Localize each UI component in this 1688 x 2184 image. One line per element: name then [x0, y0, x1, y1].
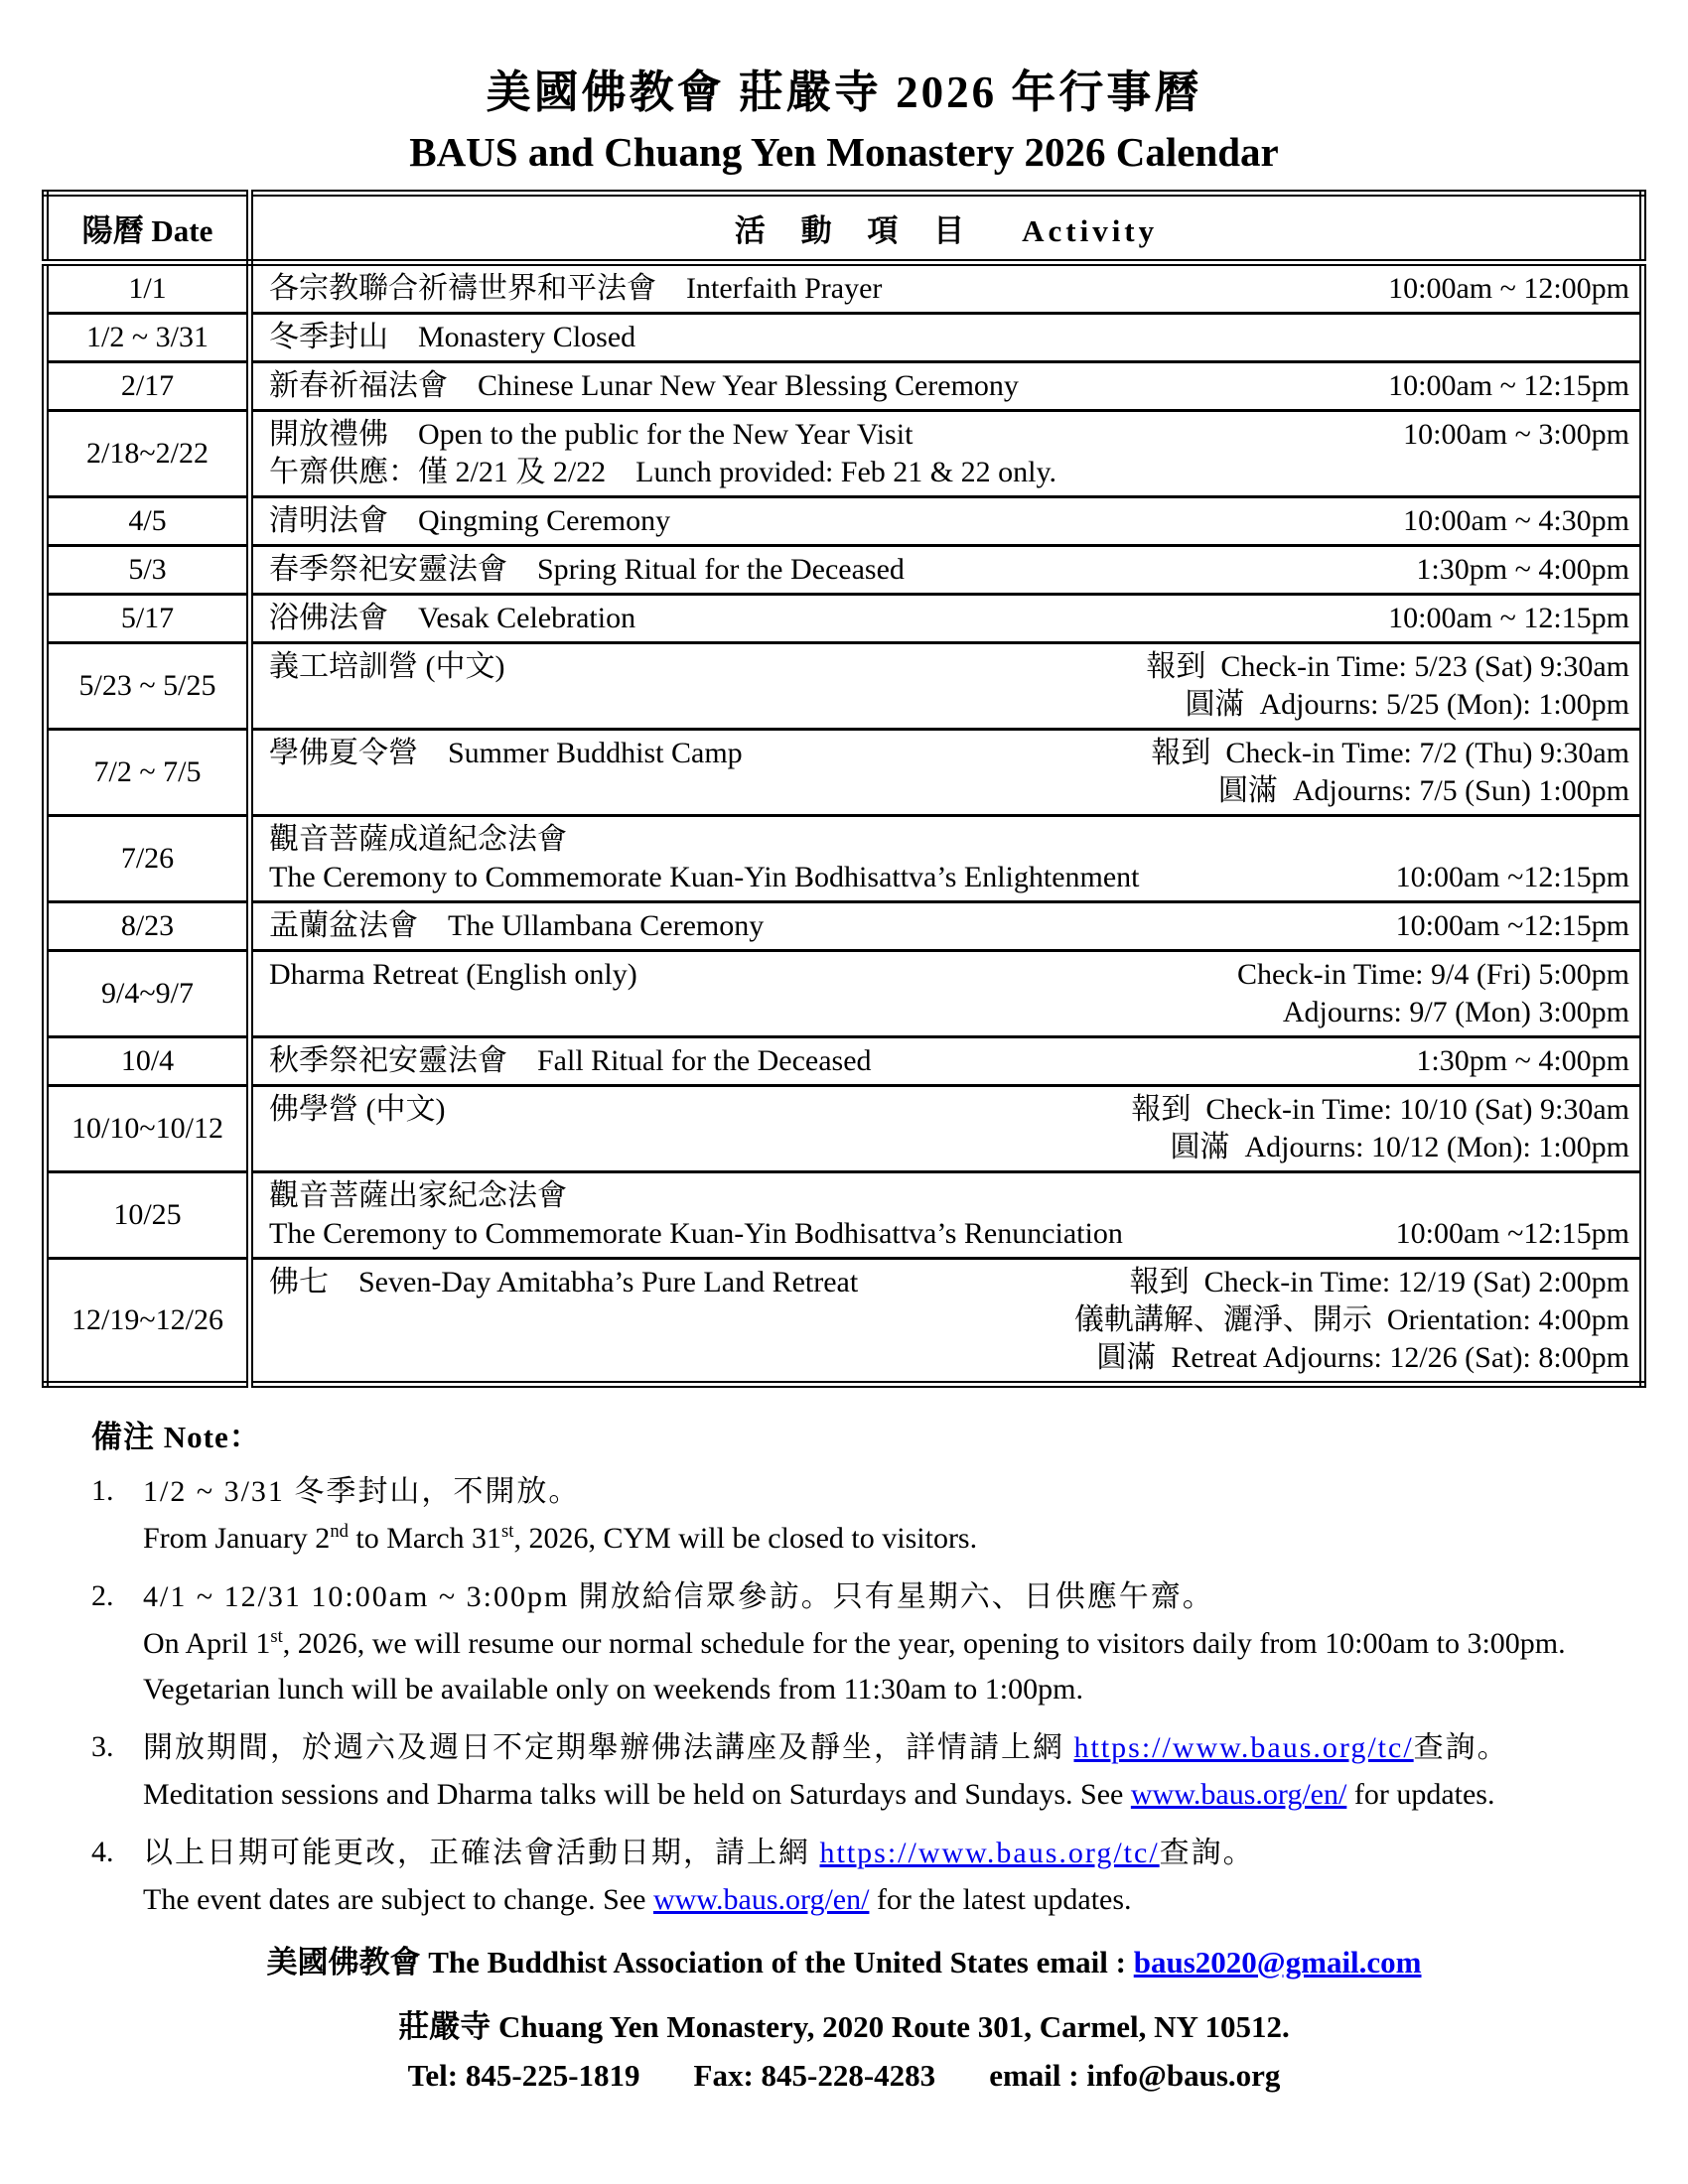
- note-line: [143, 1468, 1618, 1516]
- activity-text: 觀音菩薩成道紀念法會: [269, 823, 567, 856]
- note-text: 開放期間，於週六及週日不定期舉辦佛法講座及靜坐，詳情請上網: [143, 1731, 1074, 1764]
- activity-time: 1:30pm ~ 4:00pm: [1416, 1044, 1629, 1077]
- activity-time: 10:00am ~ 4:30pm: [1403, 504, 1629, 537]
- date-cell: 12/19~12/26: [46, 1259, 250, 1385]
- activity-text: 佛學營 (中文): [269, 1093, 446, 1126]
- footer-contact-line: [0, 2058, 1688, 2094]
- table-row: [46, 1259, 1643, 1385]
- activity-time: 儀軌講解、灑淨、開示 Orientation: 4:00pm: [1073, 1303, 1629, 1336]
- date-cell: 5/23 ~ 5/25: [46, 643, 250, 730]
- activity-cell: [250, 263, 1643, 314]
- date-cell: 10/25: [46, 1172, 250, 1259]
- calendar-table-body: [46, 263, 1643, 1385]
- activity-text: 清明法會 Qingming Ceremony: [269, 504, 671, 537]
- hyperlink[interactable]: www.baus.org/en/: [1130, 1778, 1347, 1811]
- note-text: The event dates are subject to change. See: [143, 1883, 653, 1916]
- notes-list: [91, 1468, 1618, 1923]
- activity-time: 10:00am ~12:15pm: [1395, 1217, 1629, 1250]
- table-row: [46, 1172, 1643, 1259]
- note-text: On April 1: [143, 1627, 271, 1660]
- date-cell: 9/4~9/7: [46, 951, 250, 1037]
- activity-text: 秋季祭祀安靈法會 Fall Ritual for the Deceased: [269, 1044, 872, 1077]
- table-row: [46, 1086, 1643, 1172]
- activity-cell: [250, 411, 1643, 497]
- note-body: [143, 1468, 1618, 1562]
- activity-text: 冬季封山 Monastery Closed: [269, 321, 636, 353]
- activity-line: [269, 502, 1629, 540]
- footer: [0, 1937, 1688, 2094]
- footer-tel: Tel: 845-225-1819: [407, 2058, 640, 2093]
- note-text: 4/1 ~ 12/31 10:00am ~ 3:00pm 開放給信眾參訪。只有星期六、日供應午齋。: [143, 1580, 1214, 1613]
- superscript: st: [501, 1521, 514, 1542]
- activity-text: 午齋供應：僅 2/21 及 2/22 Lunch provided: Feb 21 & 22 only.: [269, 456, 1057, 488]
- date-cell: 5/17: [46, 595, 250, 643]
- note-text: for updates.: [1346, 1778, 1495, 1811]
- activity-cell: [250, 902, 1643, 951]
- activity-time: 報到 Check-in Time: 10/10 (Sat) 9:30am: [1131, 1093, 1629, 1126]
- footer-address-line: 莊嚴寺 Chuang Yen Monastery, 2020 Route 301, Carmel, NY 10512.: [398, 2009, 1290, 2044]
- note-number: 1.: [91, 1474, 114, 1507]
- activity-cell: [250, 816, 1643, 902]
- activity-line: [269, 956, 1629, 994]
- activity-line: [269, 1042, 1629, 1080]
- note-item: [91, 1830, 1618, 1923]
- table-row: [46, 411, 1643, 497]
- date-cell: 10/4: [46, 1037, 250, 1086]
- date-cell: 4/5: [46, 497, 250, 546]
- activity-time: 圓滿 Retreat Adjourns: 12/26 (Sat): 8:00pm: [1096, 1341, 1629, 1374]
- note-body: [143, 1830, 1618, 1923]
- activity-line: [269, 994, 1629, 1031]
- table-row: [46, 497, 1643, 546]
- page-title-chinese: 美國佛教會 莊嚴寺 2026 年行事曆: [486, 68, 1202, 117]
- activity-line: [269, 648, 1629, 686]
- footer-association-text: 美國佛教會 The Buddhist Association of the United States email :: [266, 1945, 1126, 1979]
- table-row: [46, 595, 1643, 643]
- activity-line: [269, 1177, 1629, 1215]
- hyperlink[interactable]: https://www.baus.org/tc/: [819, 1837, 1160, 1869]
- note-line: [143, 1772, 1618, 1818]
- note-text: 查詢。: [1413, 1731, 1509, 1764]
- activity-cell: [250, 1037, 1643, 1086]
- table-row: [46, 263, 1643, 314]
- date-cell: 7/2 ~ 7/5: [46, 730, 250, 816]
- activity-time: 報到 Check-in Time: 12/19 (Sat) 2:00pm: [1129, 1266, 1629, 1298]
- activity-line: [269, 454, 1629, 491]
- note-body: [143, 1724, 1618, 1818]
- activity-text: 新春祈福法會 Chinese Lunar New Year Blessing Ceremony: [269, 369, 1019, 402]
- superscript: st: [270, 1626, 283, 1647]
- activity-text: 盂蘭盆法會 The Ullambana Ceremony: [269, 909, 765, 942]
- footer-contact-email: email : info@baus.org: [989, 2058, 1281, 2093]
- activity-time: 報到 Check-in Time: 5/23 (Sat) 9:30am: [1146, 650, 1629, 683]
- activity-time: 10:00am ~ 12:15pm: [1388, 369, 1629, 402]
- hyperlink[interactable]: https://www.baus.org/tc/: [1073, 1731, 1414, 1764]
- activity-line: [269, 319, 1629, 356]
- note-line: [143, 1573, 1618, 1621]
- note-line: [143, 1830, 1618, 1877]
- notes-section: [91, 1412, 1618, 1923]
- activity-line: [269, 1215, 1629, 1253]
- note-item: [91, 1468, 1618, 1562]
- activity-time: 圓滿 Adjourns: 10/12 (Mon): 1:00pm: [1170, 1131, 1629, 1163]
- note-text: 1/2 ~ 3/31 冬季封山，不開放。: [143, 1475, 581, 1508]
- activity-text: 學佛夏令營 Summer Buddhist Camp: [269, 737, 743, 769]
- activity-time: 圓滿 Adjourns: 7/5 (Sun) 1:00pm: [1217, 774, 1629, 807]
- activity-text: Dharma Retreat (English only): [269, 958, 637, 991]
- activity-time: 報到 Check-in Time: 7/2 (Thu) 9:30am: [1151, 737, 1629, 769]
- activity-time: 10:00am ~ 3:00pm: [1403, 418, 1629, 451]
- activity-line: [269, 735, 1629, 772]
- note-line: [143, 1621, 1618, 1667]
- date-cell: 2/17: [46, 362, 250, 411]
- activity-line: [269, 821, 1629, 859]
- table-row: [46, 902, 1643, 951]
- activity-line: [269, 1339, 1629, 1377]
- activity-text: The Ceremony to Commemorate Kuan-Yin Bodhisattva’s Enlightenment: [269, 861, 1140, 893]
- activity-time: 10:00am ~12:15pm: [1395, 861, 1629, 893]
- note-number: 4.: [91, 1836, 114, 1868]
- activity-line: [269, 1129, 1629, 1166]
- activity-time: 1:30pm ~ 4:00pm: [1416, 553, 1629, 586]
- table-row: [46, 546, 1643, 595]
- activity-line: [269, 600, 1629, 637]
- activity-cell: [250, 497, 1643, 546]
- activity-cell: [250, 314, 1643, 362]
- notes-heading: 備注 Note：: [91, 1420, 261, 1454]
- activity-line: [269, 859, 1629, 896]
- activity-line: [269, 1301, 1629, 1339]
- footer-association-line: [0, 1937, 1688, 1981]
- note-number: 2.: [91, 1579, 114, 1612]
- activity-time: Adjourns: 9/7 (Mon) 3:00pm: [1282, 996, 1629, 1028]
- activity-text: 開放禮佛 Open to the public for the New Year Visit: [269, 418, 914, 451]
- activity-cell: [250, 951, 1643, 1037]
- note-text: 查詢。: [1159, 1837, 1255, 1869]
- note-text: , 2026, we will resume our normal schedule for the year, opening to visitors daily from 10:00am to 3:00pm.: [282, 1627, 1566, 1660]
- activity-text: 義工培訓營 (中文): [269, 650, 505, 683]
- note-text: for the latest updates.: [869, 1883, 1132, 1916]
- activity-cell: [250, 643, 1643, 730]
- activity-cell: [250, 1172, 1643, 1259]
- date-cell: 10/10~10/12: [46, 1086, 250, 1172]
- activity-text: 佛七 Seven-Day Amitabha’s Pure Land Retreat: [269, 1266, 859, 1298]
- activity-cell: [250, 362, 1643, 411]
- activity-line: [269, 270, 1629, 308]
- table-row: [46, 951, 1643, 1037]
- activity-line: [269, 1091, 1629, 1129]
- activity-line: [269, 772, 1629, 810]
- activity-header-english: Activity: [1022, 213, 1159, 248]
- activity-line: [269, 686, 1629, 724]
- table-row: [46, 314, 1643, 362]
- activity-line: [269, 907, 1629, 945]
- activity-line: [269, 1264, 1629, 1301]
- note-text: , 2026, CYM will be closed to visitors.: [513, 1522, 978, 1555]
- note-item: [91, 1573, 1618, 1712]
- date-cell: 1/2 ~ 3/31: [46, 314, 250, 362]
- date-cell: 1/1: [46, 263, 250, 314]
- date-cell: 8/23: [46, 902, 250, 951]
- superscript: nd: [330, 1521, 349, 1542]
- activity-cell: [250, 546, 1643, 595]
- note-line: [143, 1877, 1618, 1923]
- footer-fax: Fax: 845-228-4283: [693, 2058, 936, 2093]
- activity-line: [269, 551, 1629, 589]
- table-row: [46, 1037, 1643, 1086]
- activity-time: 10:00am ~ 12:00pm: [1388, 272, 1629, 305]
- table-row: [46, 816, 1643, 902]
- activity-text: 浴佛法會 Vesak Celebration: [269, 602, 636, 634]
- activity-header-chinese: 活 動 項 目: [734, 213, 979, 248]
- note-text: to March 31: [348, 1522, 502, 1555]
- note-line: [143, 1724, 1618, 1772]
- activity-time: 10:00am ~12:15pm: [1395, 909, 1629, 942]
- date-cell: 5/3: [46, 546, 250, 595]
- activity-time: Check-in Time: 9/4 (Fri) 5:00pm: [1236, 958, 1629, 991]
- activity-text: 觀音菩薩出家紀念法會: [269, 1179, 567, 1212]
- note-text: Meditation sessions and Dharma talks will be held on Saturdays and Sundays. See: [143, 1778, 1131, 1811]
- footer-email-link[interactable]: baus2020@gmail.com: [1133, 1945, 1422, 1979]
- activity-text: 春季祭祀安靈法會 Spring Ritual for the Deceased: [269, 553, 905, 586]
- note-item: [91, 1724, 1618, 1818]
- activity-text: 各宗教聯合祈禱世界和平法會 Interfaith Prayer: [269, 272, 883, 305]
- table-row: [46, 362, 1643, 411]
- note-number: 3.: [91, 1730, 114, 1763]
- activity-line: [269, 367, 1629, 405]
- activity-line: [269, 416, 1629, 454]
- page-title-english: BAUS and Chuang Yen Monastery 2026 Calendar: [409, 129, 1279, 175]
- activity-cell: [250, 1259, 1643, 1385]
- activity-column-header: [250, 194, 1643, 263]
- note-body: [143, 1573, 1618, 1712]
- activity-time: 圓滿 Adjourns: 5/25 (Mon): 1:00pm: [1185, 688, 1629, 721]
- note-line: [143, 1516, 1618, 1562]
- calendar-table: [42, 190, 1646, 1388]
- table-row: [46, 730, 1643, 816]
- date-cell: 7/26: [46, 816, 250, 902]
- hyperlink[interactable]: www.baus.org/en/: [652, 1883, 870, 1916]
- activity-cell: [250, 730, 1643, 816]
- note-text: From January 2: [143, 1522, 331, 1555]
- date-cell: 2/18~2/22: [46, 411, 250, 497]
- activity-text: The Ceremony to Commemorate Kuan-Yin Bodhisattva’s Renunciation: [269, 1217, 1123, 1250]
- table-header-row: [46, 194, 1643, 263]
- date-column-header: 陽曆 Date: [46, 194, 250, 263]
- note-text: 以上日期可能更改，正確法會活動日期，請上網: [143, 1837, 820, 1869]
- activity-time: 10:00am ~ 12:15pm: [1388, 602, 1629, 634]
- note-text: Vegetarian lunch will be available only on weekends from 11:30am to 1:00pm.: [143, 1673, 1083, 1706]
- note-line: [143, 1667, 1618, 1712]
- activity-cell: [250, 1086, 1643, 1172]
- table-row: [46, 643, 1643, 730]
- activity-cell: [250, 595, 1643, 643]
